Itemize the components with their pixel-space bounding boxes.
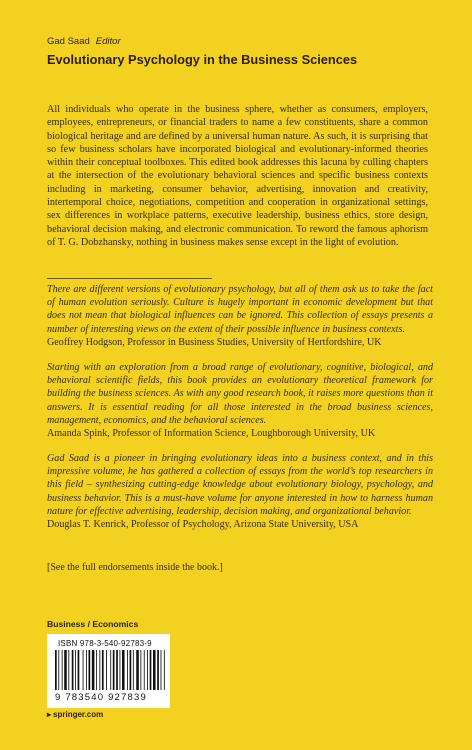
publisher-url-text: springer.com [53, 710, 104, 719]
endorsement-quote: Gad Saad is a pioneer in bringing evolutionary ideas into a business context, and in this impressive volume, he has gathered a collection of essays from the world’s top researchers in this field – synthesizing cutting-edge knowledge about evolutionary biology, psychology, and business behavior. This is a must-have volume for anyone interested in how to harness human nature for effective advertising, leadership, decision making, and organizational behavior. [47, 453, 433, 517]
editor-name: Gad Saad [47, 36, 90, 47]
barcode-icon [55, 650, 165, 690]
category-label: Business / Economics [47, 619, 139, 629]
editor-line [47, 36, 121, 47]
endorsement-1 [47, 283, 433, 349]
see-full-endorsements-note: [See the full endorsements inside the book.] [47, 562, 223, 573]
arrow-icon: ▸ [47, 710, 52, 719]
endorsement-3 [47, 452, 433, 531]
section-divider [47, 278, 212, 279]
endorsement-quote: There are different versions of evolutionary psychology, but all of them ask us to take the fact of human evolution seriously. Culture is hugely important in economic development but that does not mean that biological influences can be ignored. This collection of essays presents a number of interesting views on the extent of their possible influence in business contexts. [47, 284, 433, 335]
publisher-url [47, 710, 103, 719]
isbn-text: ISBN 978-3-540-92783-9 [58, 639, 152, 648]
endorsement-attribution: Douglas T. Kenrick, Professor of Psychology, Arizona State University, USA [47, 519, 359, 531]
barcode-digits: 9 783540 927839 [55, 692, 147, 703]
book-description: All individuals who operate in the business sphere, whether as consumers, employers, employees, entrepreneurs, or financial traders to name a few constituents, share a common biological heritage and are defined by a universal human nature. As such, it is surprising that so few business scholars have incorporated biological and evolutionary-informed theories within their conceptual toolboxes. This edited book addresses this lacuna by culling chapters at the intersection of the evolutionary behavioral sciences and specific business contexts including in marketing, consumer behavior, advertising, innovation and creativity, intertemporal choice, negotiations, competition and cooperation in organizational settings, sex differences in workplace patterns, executive leadership, business ethics, store design, behavioral decision making, and electronic communication. To reword the famous aphorism of T. G. Dobzhansky, nothing in business makes sense except in the light of evolution. [47, 104, 428, 248]
barcode-panel [47, 634, 170, 708]
endorsement-attribution: Geoffrey Hodgson, Professor in Business Studies, University of Hertfordshire, UK [47, 336, 382, 348]
endorsement-attribution: Amanda Spink, Professor of Information Science, Loughborough University, UK [47, 428, 376, 440]
editor-role: Editor [95, 36, 121, 47]
endorsement-2 [47, 361, 433, 440]
book-title: Evolutionary Psychology in the Business Sciences [47, 52, 358, 67]
endorsement-quote: Starting with an exploration from a broad range of evolutionary, cognitive, biological, and behavioral scientific fields, this book provides an evolutionary theoretical framework for building the business sciences. As with any good research book, it raises more questions than it answers. It is essential reading for all those interested in the broad business sciences, management, economics, and the behavioral sciences. [47, 362, 433, 426]
